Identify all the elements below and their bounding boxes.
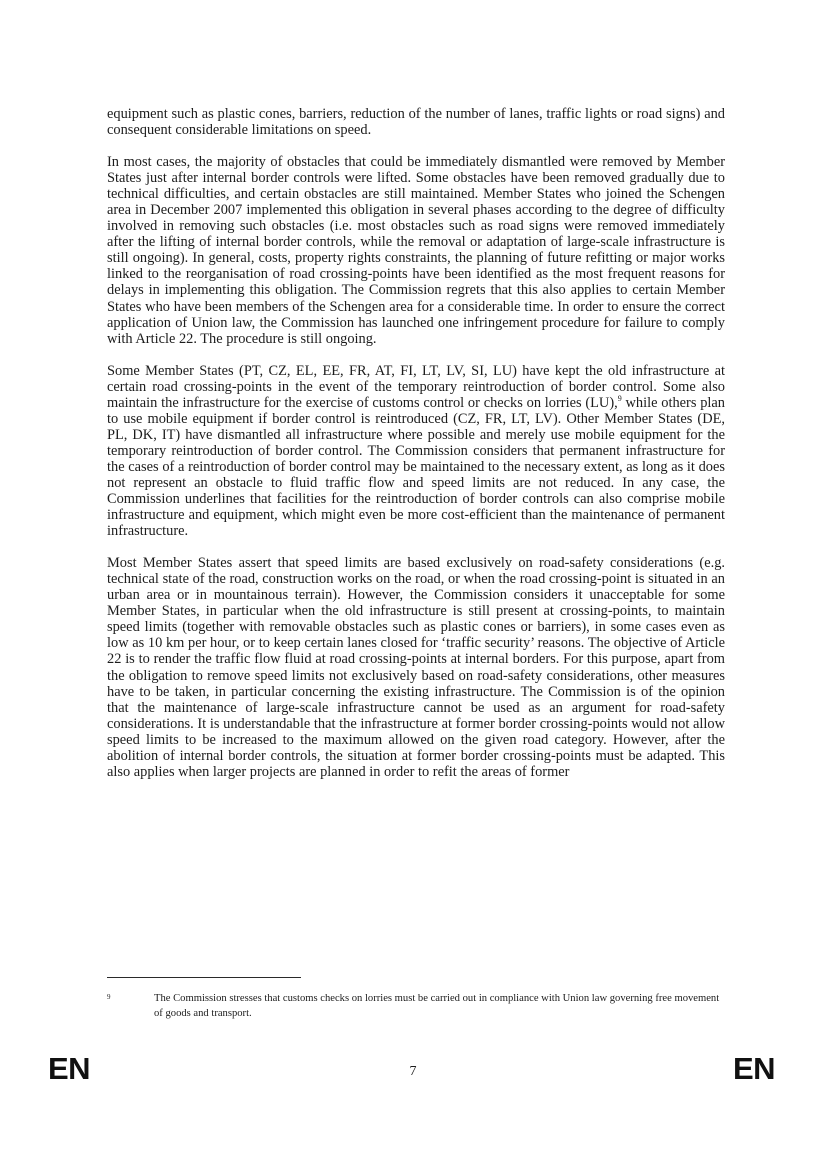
footnote-number: 9 [107, 993, 111, 1001]
footnote-separator [107, 977, 301, 978]
paragraph-2: In most cases, the majority of obstacles that could be immediately dismantled were removed by Member States just after internal border controls were lifted. Some obstacles have been removed gradually due to technical difficulties, and certain obstacles are still maintained. Member States who joined the Schengen area in December 2007 implemented this obligation in several phases according to the degree of difficulty involved in removing such obstacles (i.e. most obstacles such as road signs were removed immediately after the lifting of internal border controls, while the removal or adaptation of large-scale infrastructure is still ongoing). In general, costs, property rights constraints, the planning of future refitting or major works linked to the reorganisation of road crossing-points have been identified as the most frequent reasons for delays in implementing this obligation. The Commission regrets that this also applies to certain Member States who have been members of the Schengen area for a considerable time. In order to ensure the correct application of Union law, the Commission has launched one infringement procedure for failure to comply with Article 22. The procedure is still ongoing. [107, 154, 725, 347]
language-label-left: EN [48, 1051, 91, 1086]
footnote-text: The Commission stresses that customs checks on lorries must be carried out in compliance with Union law governing free movement of goods and transport. [154, 993, 720, 1019]
paragraph-3 [107, 363, 725, 540]
paragraph-3-text-b: while others plan to use mobile equipment if border control is reintroduced (CZ, FR, LT, LV). Other Member States (DE, PL, DK, IT) have dismantled all infrastructure where possible and merely use mobile equipment for the temporary reintroduction of border control. The Commission considers that permanent infrastructure for the cases of a reintroduction of border control may be maintained to the necessary extent, as long as it does not represent an obstacle to fluid traffic flow and speed limits are not reduced. In any case, the Commission underlines that facilities for the reintroduction of border controls can also comprise mobile infrastructure and equipment, which might even be more cost-efficient than the maintenance of permanent infrastructure. [107, 394, 725, 540]
paragraph-4: Most Member States assert that speed limits are based exclusively on road-safety considerations (e.g. technical state of the road, construction works on the road, or when the road crossing-point is situated in an urban area or in mountainous terrain). However, the Commission considers it unacceptable for some Member States, in particular when the old infrastructure is still present at crossing-points, to maintain speed limits (together with removable obstacles such as plastic cones or barriers), in some cases even as low as 10 km per hour, or to keep certain lanes closed for ‘traffic security’ reasons. The objective of Article 22 is to render the traffic flow fluid at road crossing-points at internal borders. For this purpose, apart from the obligation to remove speed limits not exclusively based on road-safety considerations, other measures have to be taken, in particular concerning the existing infrastructure. The Commission is of the opinion that the maintenance of large-scale infrastructure cannot be used as an argument for road-safety considerations. It is understandable that the infrastructure at former border crossing-points would not allow speed limits to be increased to the maximum allowed on the given road category. However, after the abolition of internal border controls, the situation at former border crossing-points must be adapted. This also applies when larger projects are planned in order to refit the areas of former [107, 555, 725, 780]
paragraph-1: equipment such as plastic cones, barriers, reduction of the number of lanes, traffic lights or road signs) and consequent considerable limitations on speed. [107, 106, 725, 139]
paragraph-3-text-a: Some Member States (PT, CZ, EL, EE, FR, AT, FI, LT, LV, SI, LU) have kept the old infrastructure at certain road crossing-points in the event of the temporary reintroduction of border control. Some also maintain the infrastructure for the exercise of customs control or checks on lorries (LU), [107, 362, 725, 411]
page-number: 7 [409, 1064, 417, 1079]
language-label-right: EN [733, 1051, 776, 1086]
body-text [107, 106, 725, 796]
footnote-reference[interactable]: 9 [617, 393, 622, 403]
